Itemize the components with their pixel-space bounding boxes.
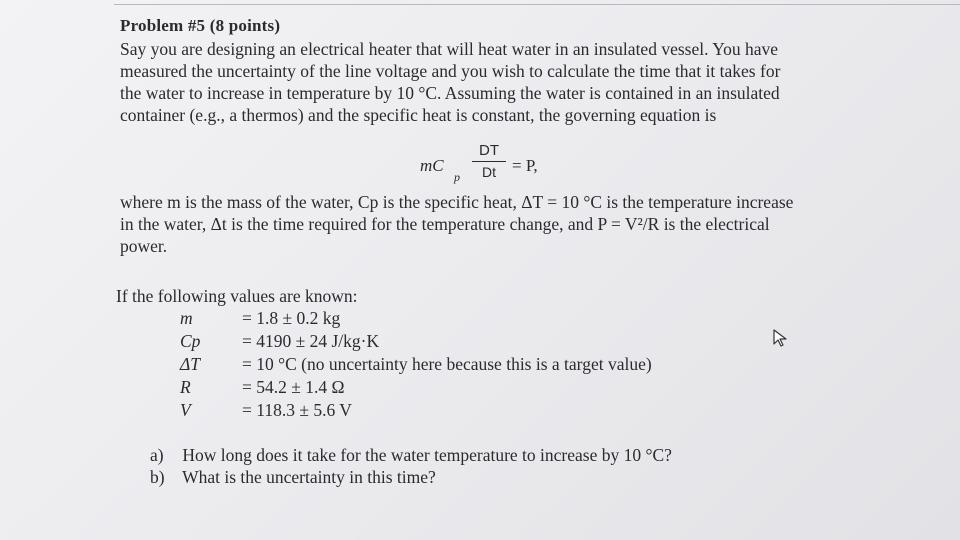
top-divider	[114, 4, 960, 5]
problem-document	[110, 10, 930, 515]
intro-line: Say you are designing an electrical heater that will heat water in an insulated vessel. You have	[120, 39, 778, 59]
equation-denominator: Dt	[482, 164, 496, 180]
equation-lhs-subscript: p	[454, 170, 460, 184]
known-values-intro: If the following values are known:	[116, 286, 358, 306]
intro-line: the water to increase in temperature by 10 °C. Assuming the water is contained in an insulated	[120, 83, 780, 103]
mouse-pointer-icon	[770, 327, 792, 349]
question-label: a)	[150, 445, 164, 465]
question-text: What is the uncertainty in this time?	[182, 467, 436, 487]
problem-intro	[120, 38, 915, 126]
equation-rhs: = P,	[512, 156, 538, 175]
value-amount: = 1.8 ± 0.2 kg	[242, 308, 341, 328]
value-symbol: ΔT	[180, 354, 201, 374]
value-amount: = 54.2 ± 1.4 Ω	[242, 377, 345, 397]
value-amount: = 10 °C (no uncertainty here because this is a target value)	[242, 354, 652, 374]
questions-list	[150, 444, 672, 488]
intro-line: measured the uncertainty of the line voltage and you wish to calculate the time that it takes for	[120, 61, 781, 81]
fraction-bar	[472, 161, 506, 162]
value-symbol: m	[180, 308, 193, 328]
intro-line: container (e.g., a thermos) and the specific heat is constant, the governing equation is	[120, 105, 717, 125]
value-amount: = 118.3 ± 5.6 V	[242, 400, 352, 420]
definition-line: power.	[120, 236, 168, 256]
value-symbol: V	[180, 400, 191, 420]
question-text: How long does it take for the water temperature to increase by 10 °C?	[182, 445, 672, 465]
equation-lhs: mC	[420, 156, 444, 175]
variable-definitions	[120, 191, 915, 257]
equation-fraction	[472, 142, 506, 180]
question-label: b)	[150, 467, 165, 487]
question-item	[150, 466, 672, 488]
equation-numerator: DT	[479, 142, 499, 159]
definition-line: where m is the mass of the water, Cp is the specific heat, ΔT = 10 °C is the temperature increase	[120, 192, 794, 212]
definition-line: in the water, Δt is the time required for the temperature change, and P = V²/R is the electrical	[120, 214, 770, 234]
question-item	[150, 444, 672, 466]
value-symbol: Cp	[180, 331, 201, 351]
value-symbol: R	[180, 377, 191, 397]
problem-title: Problem #5 (8 points)	[120, 16, 281, 35]
value-amount: = 4190 ± 24 J/kg·K	[242, 331, 380, 351]
